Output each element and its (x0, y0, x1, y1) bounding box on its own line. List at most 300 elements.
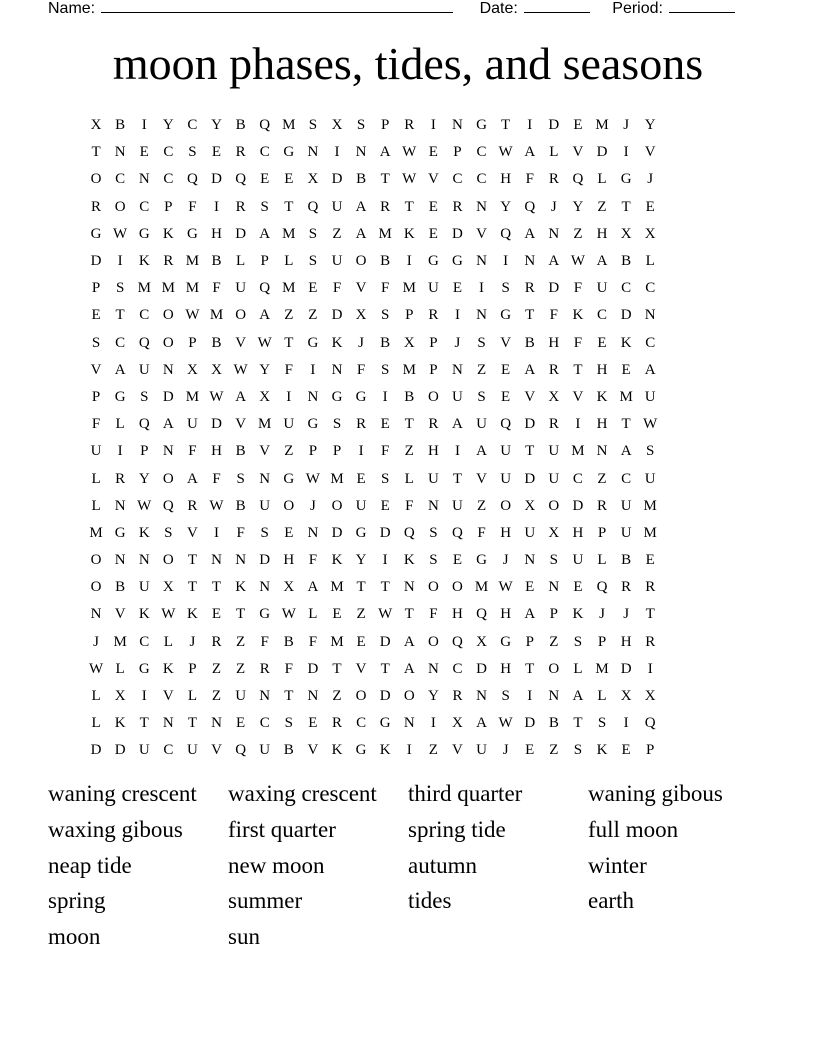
grid-letter[interactable]: O (162, 334, 174, 351)
grid-letter[interactable]: B (235, 443, 246, 460)
grid-letter[interactable]: T (525, 660, 535, 677)
grid-letter[interactable]: W (209, 388, 224, 405)
grid-letter[interactable]: S (356, 117, 366, 134)
grid-letter[interactable]: Z (573, 225, 583, 242)
grid-letter[interactable]: B (211, 334, 222, 351)
grid-letter[interactable]: R (259, 660, 270, 677)
grid-letter[interactable]: P (91, 280, 101, 297)
grid-letter[interactable]: C (115, 171, 126, 188)
date-blank-line[interactable] (524, 0, 590, 13)
grid-letter[interactable]: U (452, 388, 463, 405)
grid-letter[interactable]: Q (596, 579, 608, 596)
grid-letter[interactable]: T (573, 715, 583, 732)
grid-letter[interactable]: U (331, 198, 343, 215)
grid-letter[interactable]: V (162, 688, 174, 705)
grid-letter[interactable]: G (114, 524, 126, 541)
grid-letter[interactable]: N (476, 307, 487, 324)
grid-letter[interactable]: Z (549, 742, 559, 759)
grid-letter[interactable]: D (90, 253, 102, 270)
grid-letter[interactable]: I (527, 117, 533, 134)
grid-letter[interactable]: W (185, 307, 200, 324)
grid-letter[interactable]: S (597, 715, 607, 732)
grid-letter[interactable]: U (187, 742, 198, 759)
grid-letter[interactable]: W (209, 497, 224, 514)
grid-letter[interactable]: U (427, 470, 439, 487)
grid-letter[interactable]: E (501, 361, 511, 378)
grid-letter[interactable]: S (332, 416, 342, 433)
grid-letter[interactable]: Z (211, 660, 222, 677)
grid-letter[interactable]: S (284, 715, 293, 732)
grid-letter[interactable]: X (355, 307, 367, 324)
grid-letter[interactable]: D (524, 416, 536, 433)
grid-letter[interactable]: J (550, 198, 557, 215)
grid-letter[interactable]: N (476, 253, 487, 270)
grid-letter[interactable]: U (644, 388, 656, 405)
grid-letter[interactable]: R (452, 688, 463, 705)
grid-letter[interactable]: Q (524, 198, 536, 215)
grid-letter[interactable]: N (235, 552, 247, 569)
grid-letter[interactable]: A (572, 688, 584, 705)
grid-letter[interactable]: C (163, 144, 174, 161)
grid-letter[interactable]: X (162, 579, 174, 596)
grid-letter[interactable]: U (500, 470, 512, 487)
grid-letter[interactable]: F (308, 552, 318, 569)
grid-letter[interactable]: U (235, 280, 247, 297)
grid-letter[interactable]: P (381, 117, 390, 134)
grid-letter[interactable]: I (141, 117, 147, 134)
grid-letter[interactable]: X (452, 715, 463, 732)
grid-letter[interactable]: N (427, 660, 439, 677)
grid-letter[interactable]: N (307, 388, 319, 405)
grid-letter[interactable]: U (548, 443, 560, 460)
grid-letter[interactable]: N (162, 443, 174, 460)
grid-letter[interactable]: C (645, 334, 656, 351)
grid-letter[interactable]: P (405, 307, 414, 324)
grid-letter[interactable]: U (476, 416, 487, 433)
grid-letter[interactable]: Y (427, 688, 439, 705)
grid-letter[interactable]: S (501, 280, 510, 297)
grid-letter[interactable]: F (188, 198, 197, 215)
grid-letter[interactable]: R (115, 470, 126, 487)
grid-letter[interactable]: M (209, 307, 224, 324)
grid-letter[interactable]: A (162, 416, 174, 433)
grid-letter[interactable]: Q (572, 171, 584, 188)
grid-letter[interactable]: U (452, 497, 463, 514)
grid-letter[interactable]: W (161, 606, 176, 623)
grid-letter[interactable]: E (597, 334, 607, 351)
grid-letter[interactable]: X (307, 171, 319, 188)
grid-letter[interactable]: H (427, 443, 439, 460)
grid-letter[interactable]: U (235, 688, 247, 705)
grid-letter[interactable]: U (644, 470, 656, 487)
grid-letter[interactable]: E (573, 117, 583, 134)
grid-letter[interactable]: N (644, 307, 656, 324)
grid-letter[interactable]: M (474, 579, 489, 596)
grid-letter[interactable]: V (427, 171, 439, 188)
grid-letter[interactable]: R (163, 253, 174, 270)
grid-letter[interactable]: X (403, 334, 415, 351)
grid-letter[interactable]: F (212, 470, 221, 487)
grid-letter[interactable]: R (548, 416, 559, 433)
grid-letter[interactable]: T (621, 198, 631, 215)
grid-letter[interactable]: H (500, 660, 512, 677)
grid-letter[interactable]: T (187, 715, 197, 732)
grid-letter[interactable]: F (381, 280, 390, 297)
grid-letter[interactable]: U (259, 742, 271, 759)
grid-letter[interactable]: T (332, 660, 342, 677)
grid-letter[interactable]: S (573, 742, 583, 759)
grid-letter[interactable]: B (115, 579, 126, 596)
grid-letter[interactable]: S (381, 307, 390, 324)
grid-letter[interactable]: E (645, 552, 655, 569)
grid-letter[interactable]: V (644, 144, 656, 161)
grid-letter[interactable]: K (331, 552, 343, 569)
grid-letter[interactable]: S (549, 552, 558, 569)
grid-letter[interactable]: C (645, 280, 656, 297)
grid-letter[interactable]: V (476, 470, 487, 487)
grid-letter[interactable]: V (90, 361, 102, 378)
grid-letter[interactable]: G (355, 388, 367, 405)
grid-letter[interactable]: U (138, 579, 150, 596)
grid-letter[interactable]: N (596, 443, 608, 460)
grid-letter[interactable]: F (91, 416, 101, 433)
grid-letter[interactable]: K (572, 606, 584, 623)
grid-letter[interactable]: L (597, 552, 607, 569)
grid-letter[interactable]: J (189, 633, 196, 650)
grid-letter[interactable]: K (403, 552, 415, 569)
grid-letter[interactable]: P (597, 524, 607, 541)
grid-letter[interactable]: B (524, 334, 535, 351)
grid-letter[interactable]: K (162, 660, 174, 677)
grid-letter[interactable]: E (452, 280, 463, 297)
grid-letter[interactable]: B (621, 253, 632, 270)
grid-letter[interactable]: A (476, 715, 487, 732)
grid-letter[interactable]: V (355, 280, 367, 297)
grid-letter[interactable]: C (139, 307, 150, 324)
period-field[interactable] (612, 0, 735, 19)
grid-letter[interactable]: D (379, 688, 391, 705)
grid-letter[interactable]: K (379, 742, 391, 759)
grid-letter[interactable]: R (645, 579, 656, 596)
grid-letter[interactable]: K (331, 334, 343, 351)
grid-letter[interactable]: E (356, 633, 366, 650)
grid-letter[interactable]: A (644, 361, 656, 378)
grid-letter[interactable]: Q (403, 524, 415, 541)
grid-letter[interactable]: D (524, 470, 536, 487)
grid-letter[interactable]: O (90, 579, 102, 596)
grid-letter[interactable]: D (596, 144, 608, 161)
grid-letter[interactable]: I (406, 253, 412, 270)
grid-letter[interactable]: U (548, 470, 560, 487)
grid-letter[interactable]: S (260, 198, 269, 215)
grid-letter[interactable]: Z (332, 225, 342, 242)
grid-letter[interactable]: L (308, 606, 318, 623)
grid-letter[interactable]: M (89, 524, 103, 541)
grid-letter[interactable]: J (358, 334, 364, 351)
grid-letter[interactable]: R (235, 198, 246, 215)
grid-letter[interactable]: V (572, 388, 584, 405)
grid-letter[interactable]: G (138, 225, 150, 242)
grid-letter[interactable]: T (525, 443, 535, 460)
grid-letter[interactable]: X (548, 388, 560, 405)
grid-letter[interactable]: U (355, 497, 367, 514)
grid-letter[interactable]: D (379, 633, 391, 650)
grid-letter[interactable]: O (548, 497, 560, 514)
grid-letter[interactable]: I (575, 416, 581, 433)
grid-letter[interactable]: W (137, 497, 152, 514)
grid-letter[interactable]: N (427, 497, 439, 514)
grid-letter[interactable]: C (476, 171, 487, 188)
grid-letter[interactable]: V (572, 144, 584, 161)
grid-letter[interactable]: L (645, 253, 655, 270)
grid-letter[interactable]: S (308, 253, 318, 270)
grid-letter[interactable]: R (597, 497, 608, 514)
grid-letter[interactable]: N (259, 579, 271, 596)
grid-letter[interactable]: E (284, 524, 294, 541)
grid-letter[interactable]: A (476, 443, 487, 460)
grid-letter[interactable]: S (573, 633, 583, 650)
grid-letter[interactable]: N (162, 715, 174, 732)
grid-letter[interactable]: K (187, 606, 198, 623)
grid-letter[interactable]: I (406, 742, 412, 759)
grid-letter[interactable]: E (525, 579, 535, 596)
grid-letter[interactable]: N (403, 715, 415, 732)
grid-letter[interactable]: I (334, 144, 340, 161)
grid-letter[interactable]: I (479, 280, 485, 297)
grid-letter[interactable]: D (259, 552, 271, 569)
grid-letter[interactable]: Z (236, 633, 246, 650)
grid-letter[interactable]: R (428, 416, 439, 433)
grid-letter[interactable]: U (500, 443, 512, 460)
grid-letter[interactable]: O (427, 633, 439, 650)
grid-letter[interactable]: C (259, 715, 270, 732)
grid-letter[interactable]: H (500, 606, 512, 623)
date-field[interactable] (480, 0, 590, 19)
grid-letter[interactable]: P (429, 334, 438, 351)
grid-letter[interactable]: X (644, 688, 656, 705)
grid-letter[interactable]: S (501, 688, 510, 705)
grid-letter[interactable]: G (138, 660, 150, 677)
grid-letter[interactable]: O (452, 579, 463, 596)
grid-letter[interactable]: K (162, 225, 174, 242)
grid-letter[interactable]: A (259, 307, 271, 324)
grid-letter[interactable]: J (647, 171, 654, 188)
grid-letter[interactable]: T (404, 198, 414, 215)
grid-letter[interactable]: T (284, 688, 294, 705)
grid-letter[interactable]: D (548, 280, 560, 297)
grid-letter[interactable]: B (380, 334, 391, 351)
grid-letter[interactable]: D (524, 715, 536, 732)
grid-letter[interactable]: D (620, 307, 632, 324)
grid-letter[interactable]: D (114, 742, 126, 759)
grid-letter[interactable]: R (548, 171, 559, 188)
grid-letter[interactable]: T (284, 198, 294, 215)
grid-letter[interactable]: S (188, 144, 197, 161)
grid-letter[interactable]: L (187, 688, 197, 705)
grid-letter[interactable]: V (259, 443, 271, 460)
grid-letter[interactable]: O (427, 579, 439, 596)
grid-letter[interactable]: I (527, 688, 533, 705)
grid-letter[interactable]: W (402, 171, 417, 188)
grid-letter[interactable]: X (90, 117, 102, 134)
grid-letter[interactable]: N (548, 579, 560, 596)
grid-letter[interactable]: A (403, 633, 415, 650)
grid-letter[interactable]: O (283, 497, 295, 514)
grid-letter[interactable]: U (476, 742, 487, 759)
grid-letter[interactable]: G (331, 388, 343, 405)
grid-letter[interactable]: N (138, 552, 150, 569)
grid-letter[interactable]: M (185, 388, 200, 405)
grid-letter[interactable]: R (235, 144, 246, 161)
grid-letter[interactable]: G (452, 253, 463, 270)
grid-letter[interactable]: T (380, 579, 390, 596)
grid-letter[interactable]: Z (597, 198, 607, 215)
grid-letter[interactable]: M (378, 225, 392, 242)
grid-letter[interactable]: I (286, 388, 292, 405)
grid-letter[interactable]: S (477, 388, 486, 405)
grid-letter[interactable]: E (621, 742, 631, 759)
grid-letter[interactable]: P (188, 334, 197, 351)
grid-letter[interactable]: V (211, 742, 222, 759)
grid-letter[interactable]: F (260, 633, 269, 650)
grid-letter[interactable]: F (549, 307, 558, 324)
grid-letter[interactable]: M (595, 660, 609, 677)
grid-letter[interactable]: G (187, 225, 198, 242)
grid-letter[interactable]: A (524, 606, 536, 623)
grid-letter[interactable]: B (211, 253, 222, 270)
grid-letter[interactable]: D (211, 171, 222, 188)
grid-letter[interactable]: B (235, 117, 246, 134)
grid-letter[interactable]: C (621, 470, 632, 487)
grid-letter[interactable]: O (548, 660, 560, 677)
grid-letter[interactable]: O (90, 171, 102, 188)
grid-letter[interactable]: M (185, 253, 200, 270)
grid-letter[interactable]: S (91, 334, 101, 351)
grid-letter[interactable]: S (115, 280, 125, 297)
grid-letter[interactable]: Q (452, 524, 463, 541)
grid-letter[interactable]: L (236, 253, 246, 270)
grid-letter[interactable]: X (283, 579, 295, 596)
grid-letter[interactable]: P (646, 742, 655, 759)
grid-letter[interactable]: T (452, 470, 463, 487)
grid-letter[interactable]: K (138, 524, 150, 541)
grid-letter[interactable]: N (259, 688, 271, 705)
grid-letter[interactable]: L (163, 633, 173, 650)
grid-letter[interactable]: T (115, 307, 125, 324)
name-blank-line[interactable] (101, 0, 453, 13)
grid-letter[interactable]: R (380, 198, 391, 215)
grid-letter[interactable]: R (452, 198, 463, 215)
grid-letter[interactable]: N (211, 715, 222, 732)
grid-letter[interactable]: W (257, 334, 272, 351)
grid-letter[interactable]: P (597, 633, 607, 650)
grid-letter[interactable]: I (382, 552, 388, 569)
grid-letter[interactable]: S (236, 470, 245, 487)
grid-letter[interactable]: V (476, 225, 487, 242)
grid-letter[interactable]: C (476, 144, 487, 161)
grid-letter[interactable]: F (573, 280, 583, 297)
grid-letter[interactable]: C (139, 633, 150, 650)
grid-letter[interactable]: V (114, 606, 126, 623)
grid-letter[interactable]: S (429, 524, 438, 541)
grid-letter[interactable]: P (260, 253, 269, 270)
grid-letter[interactable]: H (500, 524, 512, 541)
grid-letter[interactable]: E (380, 497, 390, 514)
grid-letter[interactable]: N (548, 225, 560, 242)
grid-letter[interactable]: M (571, 443, 585, 460)
grid-letter[interactable]: L (404, 470, 414, 487)
grid-letter[interactable]: T (621, 416, 631, 433)
grid-letter[interactable]: C (163, 171, 174, 188)
grid-letter[interactable]: M (258, 416, 272, 433)
grid-letter[interactable]: R (211, 633, 222, 650)
grid-letter[interactable]: A (548, 253, 560, 270)
grid-letter[interactable]: M (643, 524, 657, 541)
grid-letter[interactable]: O (355, 688, 367, 705)
grid-letter[interactable]: L (91, 497, 101, 514)
grid-letter[interactable]: O (403, 688, 415, 705)
grid-letter[interactable]: F (381, 443, 390, 460)
grid-letter[interactable]: T (356, 579, 366, 596)
grid-letter[interactable]: E (284, 171, 294, 188)
grid-letter[interactable]: M (137, 280, 151, 297)
grid-letter[interactable]: Z (332, 688, 342, 705)
grid-letter[interactable]: V (524, 388, 536, 405)
grid-letter[interactable]: X (620, 688, 632, 705)
grid-letter[interactable]: A (620, 443, 632, 460)
grid-letter[interactable]: I (430, 117, 436, 134)
grid-letter[interactable]: K (138, 606, 150, 623)
grid-letter[interactable]: G (307, 334, 319, 351)
grid-letter[interactable]: M (185, 280, 200, 297)
grid-letter[interactable]: B (115, 117, 126, 134)
grid-letter[interactable]: W (643, 416, 658, 433)
grid-letter[interactable]: M (619, 388, 633, 405)
grid-letter[interactable]: A (235, 388, 247, 405)
grid-letter[interactable]: M (643, 497, 657, 514)
grid-letter[interactable]: U (187, 416, 198, 433)
grid-letter[interactable]: W (113, 225, 128, 242)
grid-letter[interactable]: J (623, 606, 630, 623)
grid-letter[interactable]: Z (284, 443, 294, 460)
grid-letter[interactable]: F (525, 171, 534, 188)
grid-letter[interactable]: B (380, 253, 391, 270)
grid-letter[interactable]: U (138, 742, 150, 759)
grid-letter[interactable]: C (572, 470, 583, 487)
grid-letter[interactable]: G (500, 633, 512, 650)
grid-letter[interactable]: I (117, 443, 123, 460)
grid-letter[interactable]: E (356, 470, 366, 487)
grid-letter[interactable]: D (90, 742, 102, 759)
grid-letter[interactable]: Q (162, 497, 174, 514)
grid-letter[interactable]: T (187, 552, 197, 569)
grid-letter[interactable]: F (405, 497, 414, 514)
grid-letter[interactable]: T (380, 171, 390, 188)
grid-letter[interactable]: Q (259, 280, 271, 297)
grid-letter[interactable]: H (596, 416, 608, 433)
grid-letter[interactable]: U (90, 443, 102, 460)
grid-letter[interactable]: U (620, 497, 632, 514)
grid-letter[interactable]: D (331, 171, 343, 188)
grid-letter[interactable]: N (524, 552, 536, 569)
grid-letter[interactable]: Q (235, 171, 247, 188)
grid-letter[interactable]: O (331, 497, 343, 514)
grid-letter[interactable]: L (115, 416, 125, 433)
grid-letter[interactable]: B (404, 388, 415, 405)
grid-letter[interactable]: C (139, 198, 150, 215)
grid-letter[interactable]: G (379, 715, 391, 732)
grid-letter[interactable]: L (597, 688, 607, 705)
